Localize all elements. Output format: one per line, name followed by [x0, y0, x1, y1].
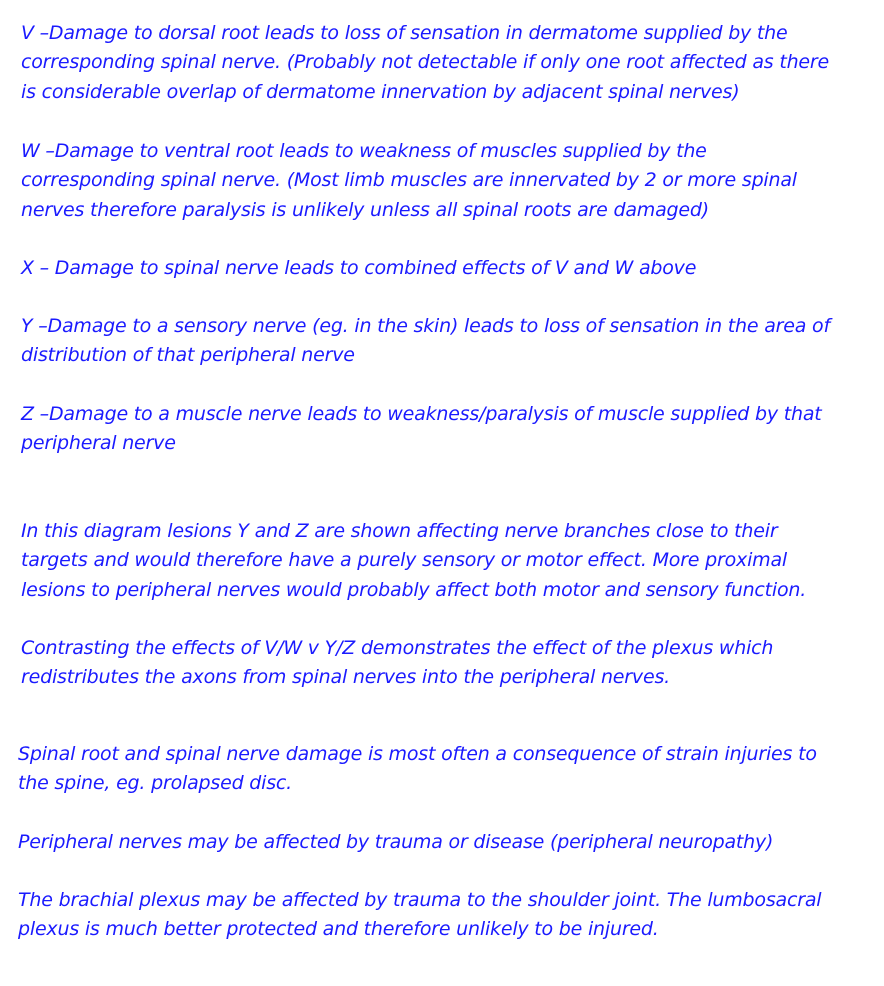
text-line: Z –Damage to a muscle nerve leads to weakness/paralysis of muscle supplied by that: [21, 403, 822, 425]
text-line: redistributes the axons from spinal nerves into the peripheral nerves.: [21, 666, 670, 689]
text-line: Peripheral nerves may be affected by trauma or disease (peripheral neuropathy): [18, 831, 774, 853]
text-line: the spine, eg. prolapsed disc.: [18, 772, 292, 795]
text-line: targets and would therefore have a purely sensory or motor effect. More proximal: [21, 549, 787, 572]
paragraph-lesion-w: [21, 137, 797, 225]
text-line: V –Damage to dorsal root leads to loss of sensation in dermatome supplied by the: [21, 22, 788, 44]
text-line: X – Damage to spinal nerve leads to combined effects of V and W above: [21, 257, 697, 279]
paragraph-spinal-damage: [18, 740, 817, 799]
text-line: The brachial plexus may be affected by trauma to the shoulder joint. The lumbosacral: [18, 889, 822, 911]
text-line: distribution of that peripheral nerve: [21, 344, 355, 367]
paragraph-plexus-injury: [18, 886, 821, 945]
paragraph-lesion-v: [21, 19, 829, 107]
text-line: peripheral nerve: [21, 432, 176, 455]
paragraph-plexus-effect: [21, 634, 773, 693]
text-line: corresponding spinal nerve. (Probably not detectable if only one root affected as there: [21, 51, 830, 74]
text-line: is considerable overlap of dermatome innervation by adjacent spinal nerves): [21, 80, 740, 103]
text-line: Spinal root and spinal nerve damage is most often a consequence of strain injuries to: [18, 743, 817, 765]
text-line: W –Damage to ventral root leads to weakness of muscles supplied by the: [21, 140, 707, 162]
paragraph-peripheral-nerves: [18, 828, 773, 857]
text-line: Y –Damage to a sensory nerve (eg. in the skin) leads to loss of sensation in the area of: [21, 315, 830, 337]
paragraph-lesion-x: [21, 254, 696, 283]
text-line: corresponding spinal nerve. (Most limb muscles are innervated by 2 or more spinal: [21, 169, 797, 192]
text-line: plexus is much better protected and therefore unlikely to be injured.: [18, 918, 659, 941]
text-line: Contrasting the effects of V/W v Y/Z demonstrates the effect of the plexus which: [21, 637, 774, 659]
paragraph-lesion-z: [21, 400, 822, 459]
paragraph-diagram-note: [21, 517, 806, 605]
text-line: lesions to peripheral nerves would probably affect both motor and sensory function.: [21, 578, 807, 601]
text-line: nerves therefore paralysis is unlikely unless all spinal roots are damaged): [21, 198, 709, 221]
text-line: In this diagram lesions Y and Z are shown affecting nerve branches close to their: [21, 520, 778, 542]
paragraph-lesion-y: [21, 312, 830, 371]
